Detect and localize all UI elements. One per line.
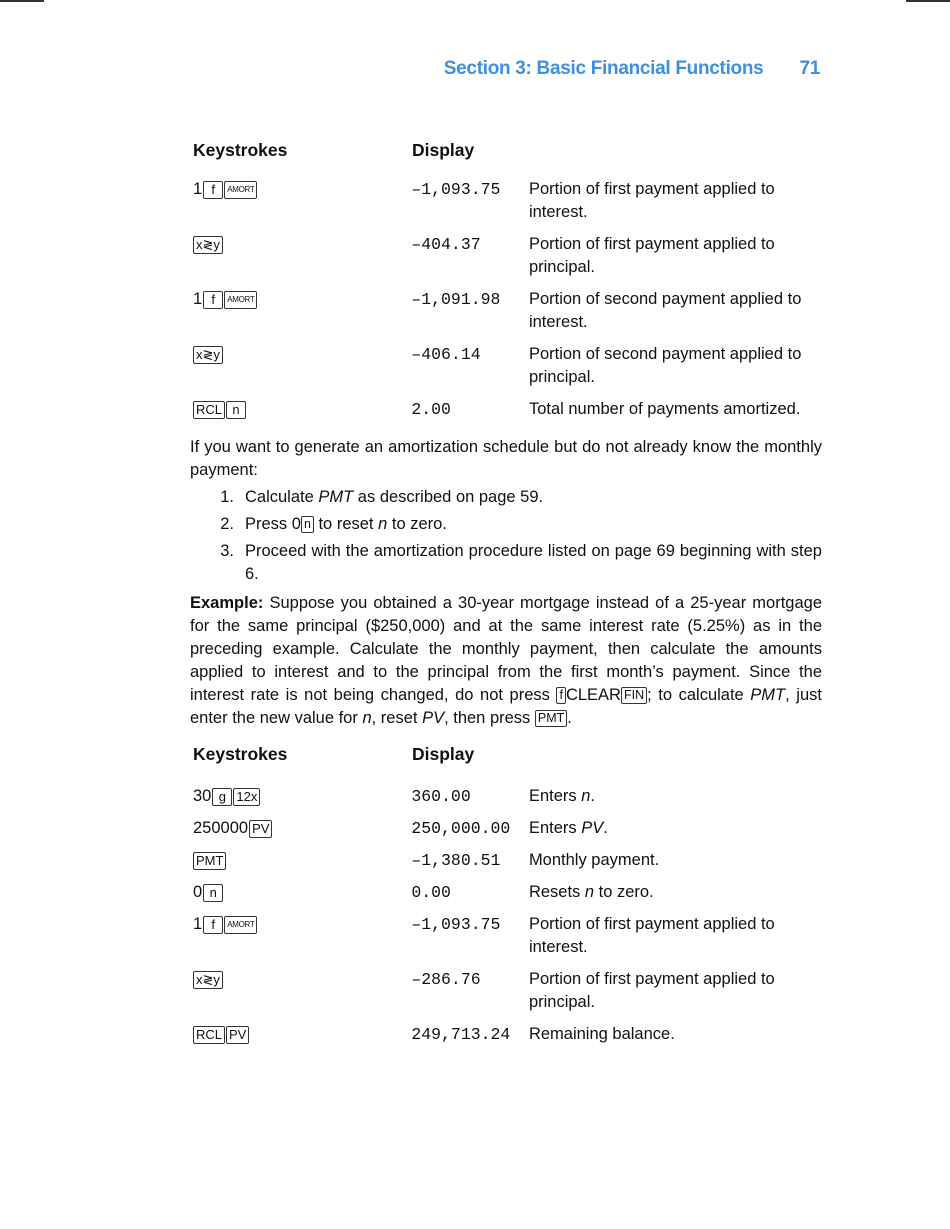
col-keystrokes: Keystrokes: [193, 140, 288, 160]
table-header: [193, 140, 823, 164]
calculator-key: RCL: [193, 401, 225, 419]
section-title: Section 3: Basic Financial Functions: [443, 58, 764, 79]
keystroke-digits: 1: [193, 915, 203, 933]
key-fin: FIN: [621, 687, 647, 704]
keystroke-cell: [193, 913, 411, 936]
calculator-key: x≷y: [193, 236, 223, 254]
table-row: [193, 233, 823, 279]
page-number: 71: [799, 58, 820, 79]
description: Enters PV.: [528, 819, 608, 837]
description: Resets n to zero.: [528, 883, 654, 901]
calculator-key: AMORT: [224, 916, 257, 934]
crop-mark-right: [906, 0, 950, 2]
display-value: 0.00: [411, 883, 451, 902]
description: Portion of second payment applied to interest.: [528, 290, 802, 331]
table-row: [193, 849, 823, 872]
keystroke-cell: [193, 398, 411, 421]
display-value: 360.00: [411, 787, 471, 806]
keystroke-cell: [193, 968, 411, 991]
example-label: Example:: [190, 594, 264, 612]
col-keystrokes: Keystrokes: [193, 744, 288, 764]
calculator-key: n: [226, 401, 246, 419]
table-header: [193, 744, 823, 768]
calculator-key: AMORT: [224, 181, 257, 199]
table-row: [193, 343, 823, 389]
key-pmt: PMT: [535, 710, 567, 727]
steps-list: [190, 486, 822, 586]
running-header: [444, 58, 820, 80]
description: Monthly payment.: [528, 851, 660, 869]
key-f: f: [556, 687, 565, 704]
description: Portion of first payment applied to interest.: [528, 915, 775, 956]
calculator-key: g: [212, 788, 232, 806]
keystroke-table-1: [193, 140, 823, 430]
keystroke-digits: 1: [193, 290, 203, 308]
display-value: 249,713.24: [411, 1025, 511, 1044]
display-value: –1,093.75: [411, 180, 501, 199]
description: Portion of first payment applied to principal.: [528, 970, 775, 1011]
calculator-key: n: [203, 884, 223, 902]
col-display: Display: [412, 140, 475, 160]
calculator-key: PV: [226, 1026, 249, 1044]
display-value: –286.76: [411, 970, 481, 989]
calculator-key: x≷y: [193, 971, 223, 989]
display-value: –1,093.75: [411, 915, 501, 934]
table-row: [193, 817, 823, 840]
keystroke-cell: [193, 178, 411, 201]
table-row: [193, 968, 823, 1014]
keystroke-cell: [193, 849, 411, 872]
example-paragraph: Example: Suppose you obtained a 30-year mortgage instead of a 25-year mortgage for the same principal ($250,000) and at the same interest rate (5.25%) as in the preceding example. Calculate the monthly payment, then calculate the amounts applied to interest and to the principal from the first month’s payment. Since the interest rate is not being changed, do not press f CLEAR FIN ; to calculate PMT, just enter the new value for n, reset PV, then press PMT .: [190, 594, 822, 727]
display-value: 250,000.00: [411, 819, 511, 838]
table-row: [193, 913, 823, 959]
keystroke-cell: [193, 785, 411, 808]
keystroke-table-2: [193, 744, 823, 1055]
description: Total number of payments amortized.: [528, 400, 801, 418]
keystroke-digits: 250000: [193, 819, 249, 837]
keystroke-digits: 0: [193, 883, 203, 901]
table-row: [193, 1023, 823, 1046]
calculator-key: AMORT: [224, 291, 257, 309]
table-row: [193, 785, 823, 808]
list-item: 2. Press 0 n to reset n to zero.: [220, 515, 447, 533]
display-value: –404.37: [411, 235, 481, 254]
table-row: [193, 881, 823, 904]
display-value: –1,091.98: [411, 290, 501, 309]
calculator-key: PMT: [193, 852, 226, 870]
keystroke-cell: [193, 343, 411, 366]
calculator-key: x≷y: [193, 346, 223, 364]
calculator-key: f: [203, 291, 223, 309]
description: Remaining balance.: [528, 1025, 675, 1043]
calculator-key: PV: [249, 820, 272, 838]
description: Enters n.: [528, 787, 595, 805]
keystroke-cell: [193, 881, 411, 904]
intro-paragraph: If you want to generate an amortization schedule but do not already know the monthly payment:: [190, 438, 822, 479]
calculator-key: f: [203, 181, 223, 199]
keystroke-cell: [193, 1023, 411, 1046]
keystroke-cell: [193, 817, 411, 840]
display-value: –1,380.51: [411, 851, 501, 870]
list-item: 3. Proceed with the amortization procedure listed on page 69 beginning with step 6.: [220, 542, 822, 583]
body-text: [190, 436, 822, 730]
key-n: n: [301, 516, 314, 533]
description: Portion of first payment applied to principal.: [528, 235, 775, 276]
table-row: [193, 288, 823, 334]
keystroke-digits: 30: [193, 787, 212, 805]
list-item: 1. Calculate PMT as described on page 59.: [220, 488, 544, 506]
calculator-key: f: [203, 916, 223, 934]
calculator-key: 12x: [233, 788, 260, 806]
display-value: 2.00: [411, 400, 451, 419]
table-row: [193, 398, 823, 421]
description: Portion of first payment applied to interest.: [528, 180, 775, 221]
keystroke-cell: [193, 233, 411, 256]
table-row: [193, 178, 823, 224]
crop-mark-left: [0, 0, 44, 2]
keystroke-cell: [193, 288, 411, 311]
calculator-key: RCL: [193, 1026, 225, 1044]
col-display: Display: [412, 744, 475, 764]
description: Portion of second payment applied to principal.: [528, 345, 802, 386]
display-value: –406.14: [411, 345, 481, 364]
keystroke-digits: 1: [193, 180, 203, 198]
